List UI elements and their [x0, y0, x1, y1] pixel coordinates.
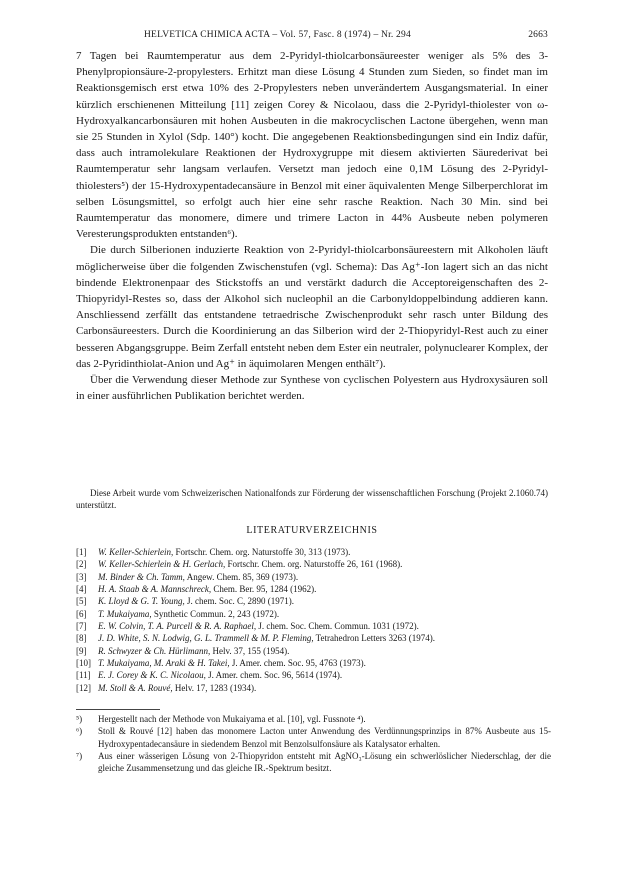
- reference-item: [76, 546, 556, 558]
- footnote-text: Aus einer wässerigen Lösung von 2-Thiopyridon entsteht mit AgNO₃-Lösung ein schwerlöslicher Niederschlag, der die gleiche Zusammensetzung und das gleiche IR.-Spektrum besitzt.: [98, 750, 551, 774]
- reference-number: [10]: [76, 658, 91, 669]
- reference-source: Tetrahedron Letters 3263 (1974).: [313, 633, 436, 644]
- reference-number: [6]: [76, 608, 87, 619]
- reference-item: [76, 620, 556, 632]
- reference-authors: M. Stoll & A. Rouvé,: [98, 682, 173, 693]
- reference-item: [76, 583, 556, 595]
- reference-authors: E. J. Corey & K. C. Nicolaou,: [98, 670, 206, 681]
- reference-item: [76, 571, 556, 583]
- reference-item: [76, 645, 556, 657]
- footnote: [76, 725, 551, 750]
- reference-authors: M. Binder & Ch. Tamm,: [98, 571, 185, 582]
- reference-authors: T. Mukaiyama, M. Araki & H. Takei,: [98, 658, 230, 669]
- reference-item: [76, 608, 556, 620]
- reference-authors: E. W. Colvin, T. A. Purcell & R. A. Raphael,: [98, 621, 257, 632]
- reference-item: [76, 595, 556, 607]
- reference-authors: H. A. Staab & A. Mannschreck,: [98, 584, 212, 595]
- reference-authors: K. Lloyd & G. T. Young,: [98, 596, 185, 607]
- footnote-divider: [76, 709, 160, 710]
- reference-item: [76, 632, 556, 644]
- paragraph: Über die Verwendung dieser Methode zur Synthese von cyclischen Polyestern aus Hydroxysäuren soll in einer ausführlichen Publikation berichtet werden.: [76, 374, 548, 403]
- footnotes: [76, 713, 551, 774]
- reference-source: J. Amer. chem. Soc. 95, 4763 (1973).: [229, 658, 366, 669]
- reference-authors: W. Keller-Schierlein & H. Gerlach,: [98, 559, 226, 570]
- footnote-mark: ⁶): [76, 726, 83, 737]
- reference-number: [4]: [76, 584, 87, 595]
- footnote-mark: ⁵): [76, 714, 83, 724]
- footnote-mark: ⁷): [76, 750, 83, 761]
- reference-item: [76, 682, 556, 694]
- paragraph: 7 Tagen bei Raumtemperatur aus dem 2-Pyridyl-thiolcarbonsäureester weniger als 5% des 3-Phenylpropionsäure-2-propylesters. Erhitzt man diese Lösung 4 Stunden zum Sieden, so findet man im Reaktionsgemisch erst etwa 10% des 2-Propylesters neben unverändertem Ausgangsmaterial. In einer kürzlich erschienenen Mitteilung [11] zeigen Corey & Nicolaou, dass die 2-Pyridyl-thiolester von ω-Hydroxyalkancarbonsäuren mit hohen Ausbeuten in die makrocyclischen Lactone übergehen, wenn man sie 25 Stunden in Xylol (Sdp. 140°) kocht. Die angegebenen Reaktionsbedingungen sind ein Indiz dafür, dass auch intramolekulare Reaktionen der Hydroxygruppe mit diesem aktivierten Säurederivat bei Raumtemperatur sehr langsam verlaufen. Versetzt man jedoch eine 0,1M Lösung des 2-Pyridyl-thiolesters⁵) der 15-Hydroxypentadecansäure in Benzol mit einer äquivalenten Menge Silberperchlorat im selben Lösungsmittel, so erfolgt auch hier eine sehr rasche Reaktion. Nach 30 Min. sind bei Raumtemperatur das monomere, dimere und trimere Lacton in 44% Ausbeute neben polymeren Veresterungsprodukten entstanden⁶).: [76, 50, 548, 241]
- footnote-text: Hergestellt nach der Methode von Mukaiyama et al. [10], vgl. Fussnote ⁴).: [98, 714, 366, 724]
- reference-item: [76, 558, 556, 570]
- reference-source: J. chem. Soc. C, 2890 (1971).: [184, 596, 295, 607]
- reference-authors: T. Mukaiyama,: [98, 608, 152, 619]
- reference-number: [5]: [76, 596, 87, 607]
- reference-number: [8]: [76, 633, 87, 644]
- reference-number: [7]: [76, 621, 87, 632]
- footnote: [76, 750, 551, 775]
- reference-source: Helv. 17, 1283 (1934).: [172, 682, 257, 693]
- reference-number: [3]: [76, 571, 87, 582]
- reference-source: Chem. Ber. 95, 1284 (1962).: [211, 584, 317, 595]
- footnote: [76, 713, 551, 725]
- reference-item: [76, 669, 556, 681]
- reference-number: [11]: [76, 670, 91, 681]
- reference-source: Fortschr. Chem. org. Naturstoffe 30, 313 (1973).: [173, 547, 351, 557]
- reference-authors: R. Schwyzer & Ch. Hürlimann,: [98, 645, 211, 656]
- acknowledgement: Diese Arbeit wurde vom Schweizerischen Nationalfonds zur Förderung der wissenschaftlichen Forschung (Projekt 2.1060.74) unterstützt.: [76, 488, 548, 510]
- paragraph: Die durch Silberionen induzierte Reaktion von 2-Pyridyl-thiolcarbonsäureestern mit Alkoholen läuft möglicherweise über die folgenden Zwischenstufen (vgl. Schema): Das Ag⁺-Ion lagert sich an das nicht bindende Elektronenpaar des Stickstoffs an und verstärkt dadurch die Acceptoreigenschaften des 2-Thiopyridyl-Restes so, dass der Alkohol sich nucleophil an die Carbonyldoppelbindung addieren kann. Anschliessend zerfällt das entstandene tetraedrische Zwischenprodukt sehr rasch unter Bildung des Carbonsäureesters. Durch die Koordinierung an das Silberion wird der 2-Thiopyridyl-Rest auch zu einer besseren Abgangsgruppe. Beim Zerfall entsteht neben dem Ester ein neutraler, polynuclearer Komplex, der das 2-Pyridinthiolat-Anion und Ag⁺ in äquimolaren Mengen enthält⁷).: [76, 244, 548, 370]
- reference-authors: W. Keller-Schierlein,: [98, 547, 174, 557]
- main-text: [76, 48, 548, 404]
- reference-number: [2]: [76, 559, 87, 570]
- reference-item: [76, 657, 556, 669]
- page-number: 2663: [528, 30, 548, 40]
- reference-number: [9]: [76, 645, 87, 656]
- journal-title: HELVETICA CHIMICA ACTA – Vol. 57, Fasc. 8 (1974) – Nr. 294: [144, 30, 411, 40]
- footnote-text: Stoll & Rouvé [12] haben das monomere Lacton unter Anwendung des Verdünnungsprinzips in 87% Ausbeute aus 15-Hydroxypentadecansäure in siedendem Benzol mit Benzolsulfonsäure als Katalysator erhalten.: [98, 726, 551, 749]
- references-heading: LITERATURVERZEICHNIS: [246, 525, 378, 536]
- reference-source: Angew. Chem. 85, 369 (1973).: [184, 571, 299, 582]
- reference-authors: J. D. White, S. N. Lodwig, G. L. Trammell & M. P. Fleming,: [98, 633, 314, 644]
- reference-source: J. Amer. chem. Soc. 96, 5614 (1974).: [205, 670, 343, 681]
- reference-source: Synthetic Commun. 2, 243 (1972).: [151, 608, 280, 619]
- reference-source: J. chem. Soc. Chem. Commun. 1031 (1972).: [256, 621, 419, 632]
- reference-source: Fortschr. Chem. org. Naturstoffe 26, 161 (1968).: [225, 559, 403, 570]
- reference-list: [76, 546, 556, 694]
- reference-source: Helv. 37, 155 (1954).: [210, 645, 290, 656]
- reference-number: [1]: [76, 547, 87, 557]
- running-header: [76, 30, 548, 44]
- reference-number: [12]: [76, 682, 91, 693]
